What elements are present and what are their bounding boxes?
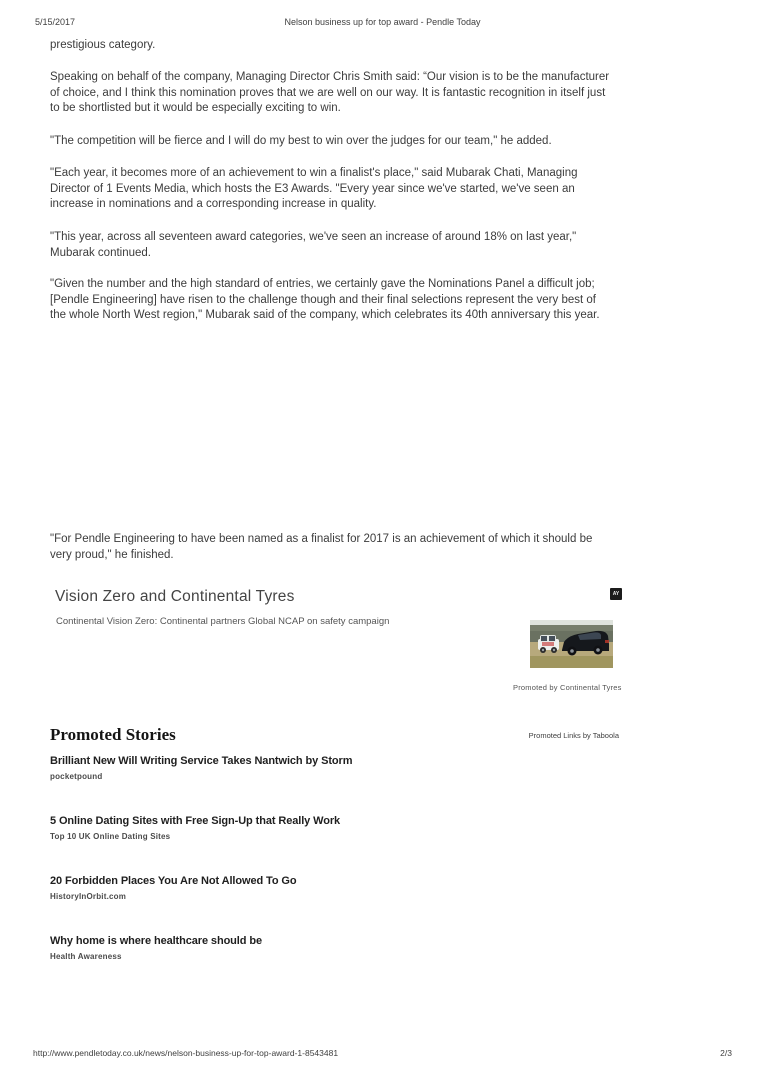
story-source: Health Awareness xyxy=(50,952,122,961)
story-title-link[interactable]: 20 Forbidden Places You Are Not Allowed To Go xyxy=(50,875,297,887)
promoted-story xyxy=(50,931,470,961)
article-paragraph: Speaking on behalf of the company, Managing Director Chris Smith said: “Our vision is to be the manufacturer of choice, and I think this nomination proves that we are well on our way. It is fantastic recognition in itself just to be shortlisted but it would be especially exciting to win. xyxy=(50,71,610,114)
story-title-link[interactable]: Why home is where healthcare should be xyxy=(50,935,262,947)
page-number: 2/3 xyxy=(720,1048,732,1058)
ad-title-link[interactable]: Vision Zero and Continental Tyres xyxy=(55,588,295,605)
ad-choices-icon[interactable]: AY xyxy=(610,588,622,600)
article-paragraph: "Each year, it becomes more of an achievement to win a finalist's place," said Mubarak Chati, Managing Director of 1 Events Media, which hosts the E3 Awards. "Every year since we've started, we've seen an increase in nominations and a corresponding increase in quality. xyxy=(50,167,578,210)
story-source: pocketpound xyxy=(50,772,103,781)
promoted-story xyxy=(50,871,470,901)
promoted-story xyxy=(50,811,470,841)
story-source: HistoryInOrbit.com xyxy=(50,892,127,901)
ad-car-image[interactable] xyxy=(530,620,613,668)
article-paragraph: "For Pendle Engineering to have been named as a finalist for 2017 is an achievement of which it should be very proud," he finished. xyxy=(50,533,593,561)
article-paragraph: "Given the number and the high standard of entries, we certainly gave the Nominations Panel a difficult job; [Pendle Engineering] have risen to the challenge though and their final selections represent the very best of the whole North West region," Mubarak said of the company, which celebrates its 40th anniversary this year. xyxy=(50,278,600,321)
promoted-stories-heading: Promoted Stories xyxy=(50,725,176,744)
print-header-title: Nelson business up for top award - Pendle Today xyxy=(284,17,481,27)
article-paragraph: "The competition will be fierce and I will do my best to win over the judges for our team," he added. xyxy=(50,135,552,147)
taboola-attribution-link[interactable]: Promoted Links by Taboola xyxy=(528,731,619,740)
article-paragraph: "This year, across all seventeen award categories, we've seen an increase of around 18% on last year," Mubarak continued. xyxy=(50,231,577,259)
promoted-story xyxy=(50,751,470,781)
story-source: Top 10 UK Online Dating Sites xyxy=(50,832,171,841)
ad-promoted-by-label: Promoted by Continental Tyres xyxy=(513,683,622,692)
story-title-link[interactable]: 5 Online Dating Sites with Free Sign-Up that Really Work xyxy=(50,815,341,827)
article-paragraph: prestigious category. xyxy=(50,39,156,51)
print-date: 5/15/2017 xyxy=(35,17,76,27)
footer-url: http://www.pendletoday.co.uk/news/nelson-business-up-for-top-award-1-8543481 xyxy=(33,1048,339,1058)
ad-description-link[interactable]: Continental Vision Zero: Continental partners Global NCAP on safety campaign xyxy=(56,616,390,627)
story-title-link[interactable]: Brilliant New Will Writing Service Takes Nantwich by Storm xyxy=(50,755,353,767)
